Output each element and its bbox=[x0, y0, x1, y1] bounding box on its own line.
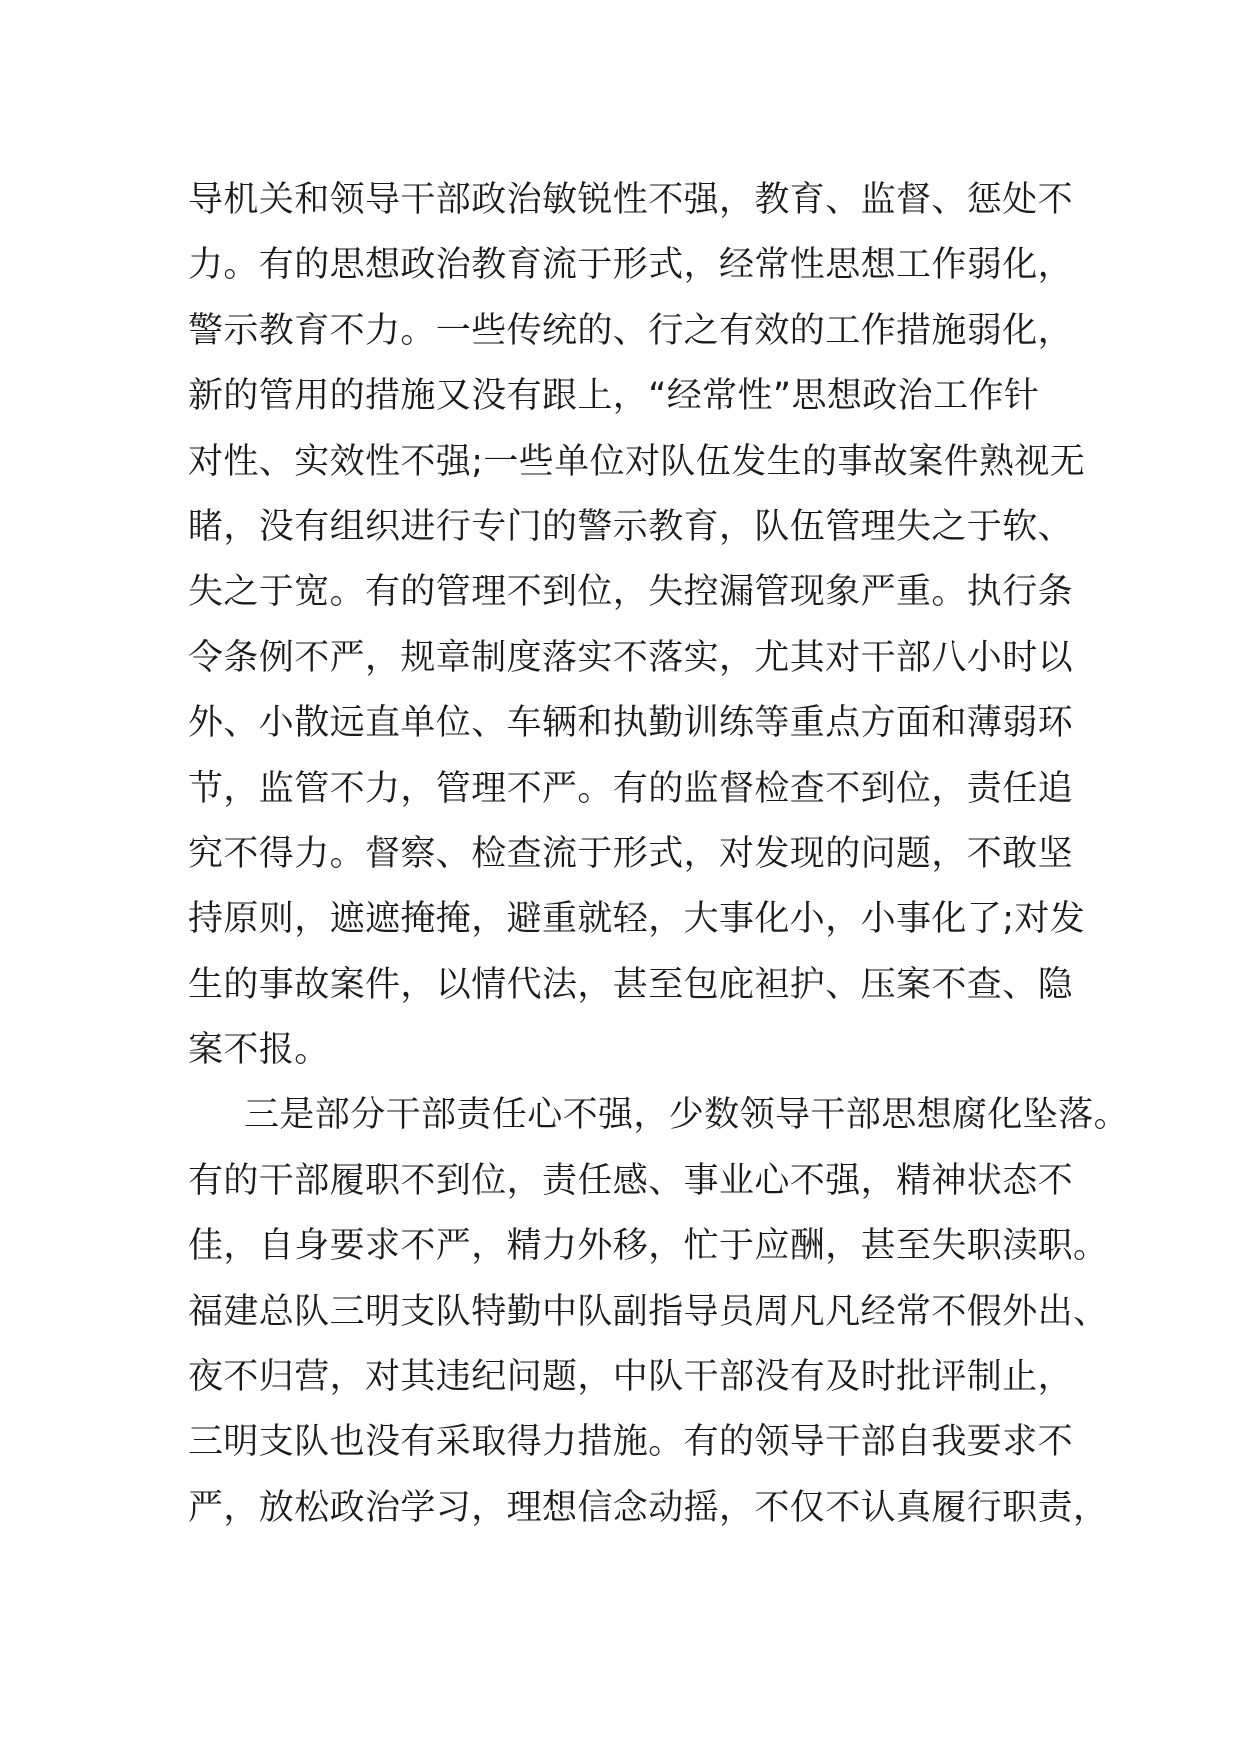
text-line: 三明支队也没有采取得力措施。有的领导干部自我要求不 bbox=[188, 1422, 1074, 1463]
text-line: 睹，没有组织进行专门的警示教育，队伍管理失之于软、 bbox=[188, 506, 1074, 547]
text-line: 外、小散远直单位、车辆和执勤训练等重点方面和薄弱环 bbox=[188, 703, 1074, 744]
text-line: 对性、实效性不强;一些单位对队伍发生的事故案件熟视无 bbox=[188, 441, 1086, 482]
text-line: 新的管用的措施又没有跟上，“经常性”思想政治工作针 bbox=[188, 376, 1040, 417]
text-line: 有的干部履职不到位，责任感、事业心不强，精神状态不 bbox=[188, 1160, 1074, 1201]
paragraph-start-line: 三是部分干部责任心不强，少数领导干部思想腐化坠落。 bbox=[244, 1095, 1130, 1136]
text-line: 节，监管不力，管理不严。有的监督检查不到位，责任追 bbox=[188, 768, 1074, 809]
text-line: 究不得力。督察、检查流于形式，对发现的问题，不敢坚 bbox=[188, 833, 1074, 874]
body-text bbox=[188, 168, 1130, 1541]
text-line: 令条例不严，规章制度落实不落实，尤其对干部八小时以 bbox=[188, 637, 1074, 678]
text-line: 力。有的思想政治教育流于形式，经常性思想工作弱化， bbox=[188, 245, 1074, 286]
text-line: 持原则，遮遮掩掩，避重就轻，大事化小，小事化了;对发 bbox=[188, 899, 1086, 940]
text-line: 夜不归营，对其违纪问题，中队干部没有及时批评制止， bbox=[188, 1357, 1074, 1398]
text-line: 警示教育不力。一些传统的、行之有效的工作措施弱化， bbox=[188, 310, 1074, 351]
text-line: 严，放松政治学习，理想信念动摇，不仅不认真履行职责， bbox=[188, 1487, 1109, 1528]
text-line: 导机关和领导干部政治敏锐性不强，教育、监督、惩处不 bbox=[188, 180, 1074, 220]
text-line: 失之于宽。有的管理不到位，失控漏管现象严重。执行条 bbox=[188, 572, 1074, 613]
text-line: 生的事故案件，以情代法，甚至包庇袒护、压案不查、隐 bbox=[188, 964, 1074, 1005]
text-line: 佳，自身要求不严，精力外移，忙于应酬，甚至失职渎职。 bbox=[188, 1226, 1109, 1267]
text-line: 案不报。 bbox=[188, 1030, 330, 1071]
text-line: 福建总队三明支队特勤中队副指导员周凡凡经常不假外出、 bbox=[188, 1291, 1109, 1332]
